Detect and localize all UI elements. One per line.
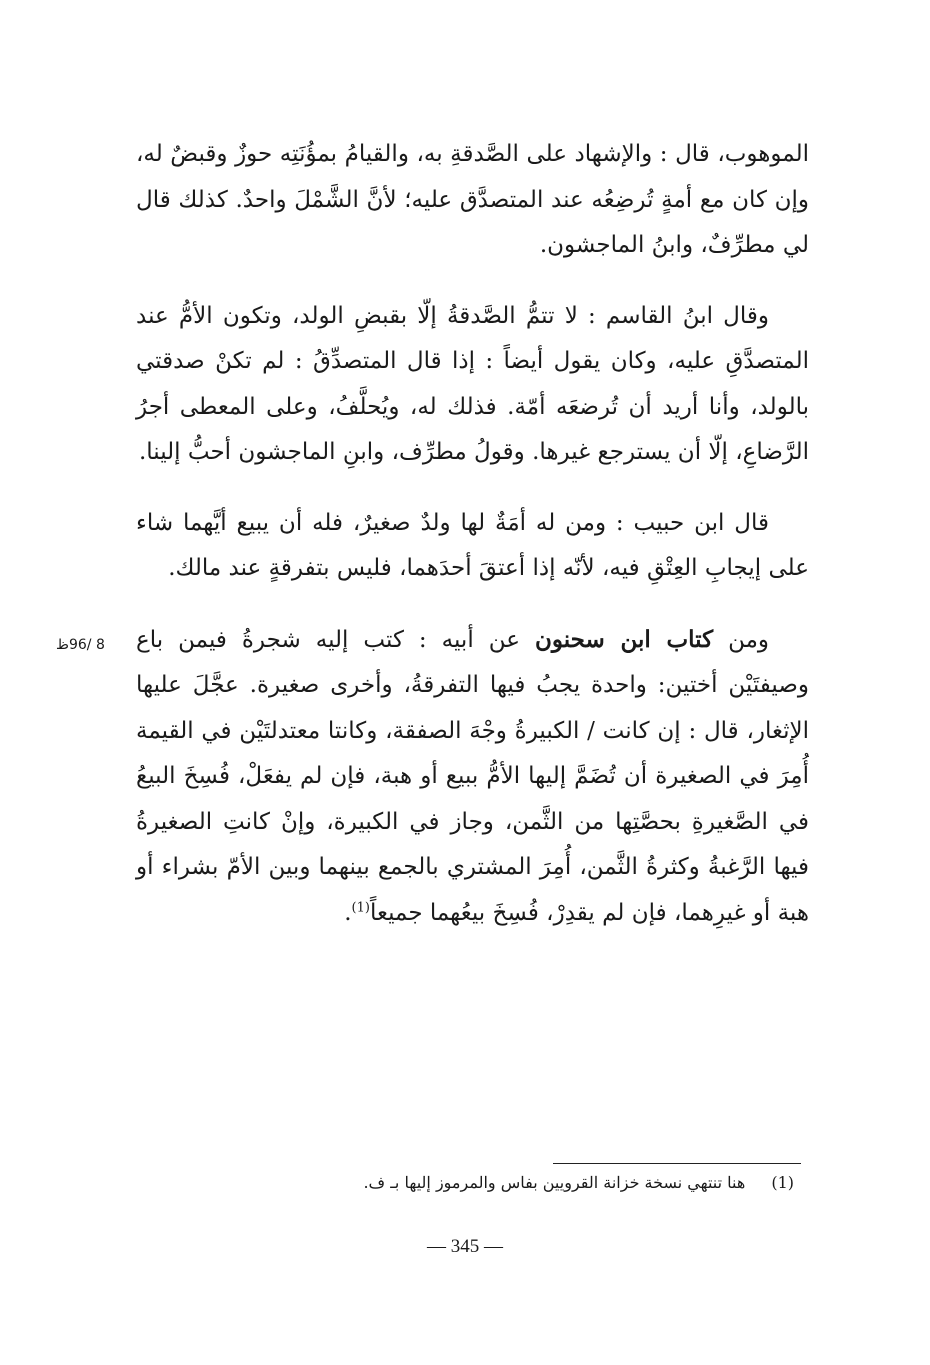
paragraph-3: قال ابن حبيب : ومن له أمَةٌ لها ولدٌ صغيرٌ، فله أن يبيع أيَّهما شاء على إيجابِ العِتْقِ فيه، لأنّه إذا أعتقَ أحدَهما، فليس بتفرقةٍ عند مالك. [136, 509, 809, 581]
book-title: كتاب ابن سحنون [534, 625, 714, 653]
manuscript-folio-reference: 8 /96ظ [56, 637, 105, 653]
paragraph-4 [136, 617, 809, 937]
paragraph-2: وقال ابنُ القاسم : لا تتمُّ الصَّدقةُ إلّا بقبضِ الولد، وتكون الأمُّ عند المتصدَّقِ عليه، وكان يقول أيضاً : إذا قال المتصدِّقُ : لم تكنْ صدقتي بالولد، وأنا أريد أن تُرضعَه أمّة. فذلك له، ويُحلَّفُ، وعلى المعطى أجرُ الرَّضاعِ، إلّا أن يسترجع غيرها. وقولُ مطرِّف، وابنِ الماجشون أحبُّ إلينا. [136, 302, 809, 465]
footnote-reference: (1) [351, 899, 370, 915]
paragraph-4-lead: ومن [713, 626, 770, 653]
paragraph-1: الموهوب، قال : والإشهاد على الصَّدقةِ به، والقيامُ بمؤُنَتِه حوزٌ وقبضٌ له، وإن كان مع أمةٍ تُرضِعُه عند المتصدَّق عليه؛ لأنَّ الشَّمْلَ واحدٌ. كذلك قال لي مطرِّفٌ، وابنُ الماجشون. [136, 141, 809, 258]
paragraph-4-body: عن أبيه : كتب إليه شجرةُ فيمن باع وصيفتَيْن أختين: واحدة يجبُ فيها التفرقةُ، وأخرى صغيرة. عجَّلَ عليها الإثغار، قال : إن كانت / الكبيرةُ وجْهَ الصفقة، وكانتا معتدلتَيْن في القيمة أُمِرَ في الصغيرة أن تُضَمَّ إليها الأمُّ ببيع أو هبة، فإن لم يفعَلْ، فُسِخَ البيعُ في الصَّغيرةِ بحصَّتِها من الثَّمن، وجاز في الكبيرة، وإنْ كانتِ الصغيرةُ فيها الرَّغبةُ وكثرةُ الثَّمن، أُمِرَ المشتري بالجمع بينهما وبين الأمّ بشراء أو هبة أو غيرِهما، فإن لم يقدِرْ، فُسِخَ بيعُهما جميعاً [136, 626, 809, 926]
footnote-text: هنا تنتهي نسخة خزانة القرويين بفاس والمرموز إليها بـ ف. [363, 1173, 746, 1192]
footnote [363, 1173, 794, 1192]
page-number: — 345 — [427, 1236, 503, 1257]
main-text [136, 132, 809, 961]
footnote-separator [553, 1163, 801, 1164]
paragraph-4-end: . [344, 899, 352, 926]
footnote-number: (1) [771, 1173, 794, 1192]
